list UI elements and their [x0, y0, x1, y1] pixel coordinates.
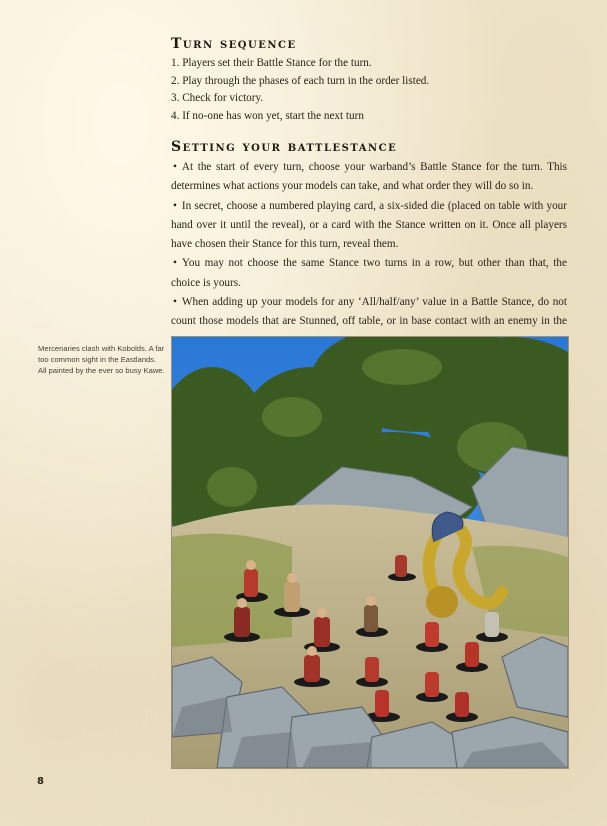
battlestance-bullet: [171, 158, 567, 197]
bullet-text: When adding up your models for any ‘All/half/any’ value in a Battle Stance, do not count those models that are Stunned, off table, or in base contact with an enemy in the: [171, 296, 567, 328]
turn-step: 3. Check for victory.: [171, 92, 264, 104]
photo-caption: Mercenaries clash with Kobolds. A far too common sight in the Eastlands. All painted by the ever so busy Kawe.: [38, 344, 165, 375]
turn-sequence-heading: Turn sequence: [171, 36, 297, 52]
turn-step: 4. If no-one has won yet, start the next turn: [171, 109, 364, 122]
miniatures-photo: [171, 336, 569, 769]
battlestance-heading: Setting your battlestance: [171, 139, 398, 155]
bullet-icon: •: [173, 161, 177, 173]
miniatures-scene-image: [172, 337, 568, 768]
turn-sequence-list: [171, 55, 567, 125]
bullet-icon: •: [173, 257, 177, 270]
bullet-text: In secret, choose a numbered playing card, a six-sided die (placed on table with your hand over it until the reveal), or a card with the Stance written on it. Once all players have chosen their Stance for this turn, reveal them.: [171, 199, 567, 251]
battlestance-bullet: [171, 254, 567, 293]
bullet-icon: •: [173, 199, 177, 212]
page-number: 8: [37, 776, 44, 787]
battlestance-bullet: [171, 197, 567, 255]
turn-step: 2. Play through the phases of each turn in the order listed.: [171, 74, 430, 87]
battlestance-list: [171, 158, 567, 351]
bullet-text: At the start of every turn, choose your warband’s Battle Stance for the turn. This determines what actions your models can take, and what order they will do so in.: [171, 161, 567, 193]
bullet-icon: •: [173, 296, 177, 309]
bullet-text: You may not choose the same Stance two turns in a row, but other than that, the choice is yours.: [171, 257, 567, 289]
turn-step: 1. Players set their Battle Stance for the turn.: [171, 57, 372, 69]
grass: [172, 534, 292, 647]
rules-text-column: [171, 36, 567, 351]
